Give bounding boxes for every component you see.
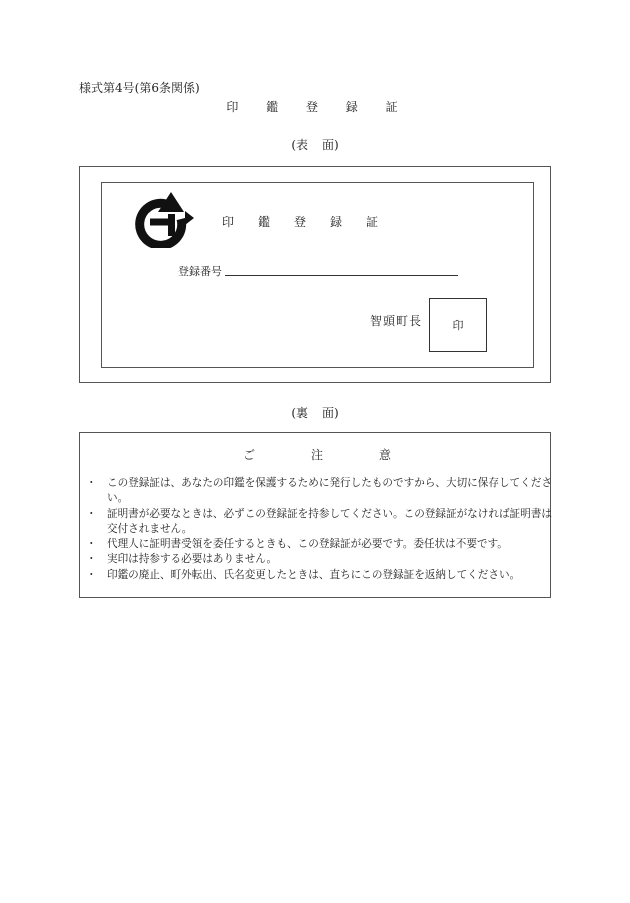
back-label-part-1: (裏 <box>291 406 308 420</box>
notice-title-char: 注 <box>311 448 324 462</box>
list-item <box>83 507 553 538</box>
bullet: ・ <box>86 477 97 489</box>
list-item <box>83 537 553 552</box>
bullet: ・ <box>86 568 97 581</box>
note-text: 代理人に証明書受領を委任するときも、この登録証が必要です。委任状は不要です。 <box>107 538 508 551</box>
card-title-char: 証 <box>366 215 379 229</box>
bullet: ・ <box>86 507 97 520</box>
registration-number-label: 登録番号 <box>178 265 222 278</box>
list-item <box>83 568 553 583</box>
notice-title <box>243 446 447 463</box>
notice-title-char: 意 <box>379 448 392 462</box>
front-label-part-2: 面) <box>322 138 339 152</box>
card-title-char: 録 <box>330 215 343 229</box>
bullet: ・ <box>86 538 97 551</box>
note-text: この登録証は、あなたの印鑑を保護するために発行したものですから、大切に保存してください。 <box>107 477 552 505</box>
back-label-part-2: 面) <box>322 406 339 420</box>
town-emblem-icon <box>128 190 194 248</box>
notice-title-char: ご <box>243 448 256 462</box>
notice-list <box>83 476 553 583</box>
note-text: 実印は持参する必要はありません。 <box>107 553 278 566</box>
bullet: ・ <box>86 553 97 566</box>
front-side-label <box>0 136 630 153</box>
card-title-char: 鑑 <box>258 215 271 229</box>
list-item <box>83 476 553 507</box>
note-text: 印鑑の廃止、町外転出、氏名変更したときは、直ちにこの登録証を返納してください。 <box>107 568 521 581</box>
seal-box <box>429 298 487 352</box>
registration-number-field <box>225 275 458 276</box>
front-label-part-1: (表 <box>291 138 308 152</box>
seal-label: 印 <box>452 319 464 332</box>
card-title <box>222 213 402 230</box>
note-text: 証明書が必要なときは、必ずこの登録証を持参してください。この登録証がなければ証明書は交付されません。 <box>107 507 552 535</box>
list-item <box>83 552 553 567</box>
card-title-char: 登 <box>294 215 307 229</box>
document-title: 印 鑑 登 録 証 <box>226 100 410 114</box>
card-title-char: 印 <box>222 215 235 229</box>
mayor-label: 智頭町長 <box>370 314 423 328</box>
form-number: 様式第4号(第6条関係) <box>79 81 200 95</box>
back-side-label <box>0 404 630 421</box>
